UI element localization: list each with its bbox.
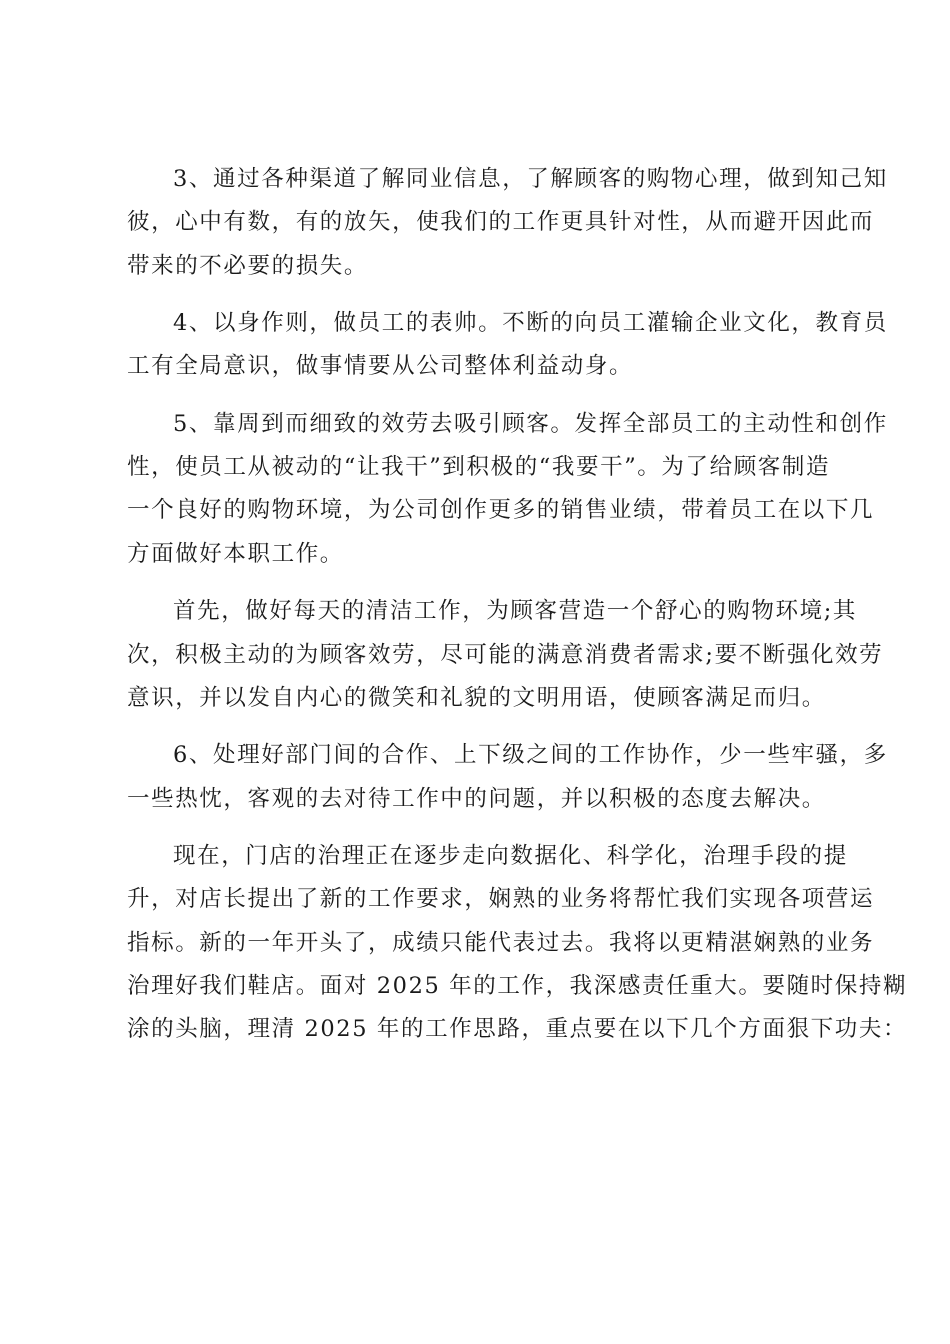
paragraph-line: 工有全局意识，做事情要从公司整体利益动身。: [127, 353, 634, 380]
paragraph: [127, 590, 884, 720]
paragraph-line: 一个良好的购物环境，为公司创作更多的销售业绩，带着员工在以下几: [127, 497, 875, 524]
paragraph-line: 6、处理好部门间的合作、上下级之间的工作协作，少一些牢骚，多: [173, 742, 888, 769]
paragraph-line: 意识，并以发自内心的微笑和礼貌的文明用语，使顾客满足而归。: [127, 684, 826, 711]
paragraph: [127, 403, 888, 576]
paragraph-line: 3、通过各种渠道了解同业信息，了解顾客的购物心理，做到知己知: [173, 166, 888, 192]
paragraph-line: 彼，心中有数，有的放矢，使我们的工作更具针对性，从而避开因此而: [127, 209, 875, 236]
paragraph-line: 现在，门店的治理正在逐步走向数据化、科学化，治理手段的提: [173, 843, 848, 870]
paragraph-line: 方面做好本职工作。: [127, 540, 344, 567]
paragraph-line: 4、以身作则，做员工的表帅。不断的向员工灌输企业文化，教育员: [173, 310, 888, 337]
paragraph-line: 首先，做好每天的清洁工作，为顾客营造一个舒心的购物环境;其: [173, 598, 857, 625]
paragraph: [127, 158, 888, 288]
paragraph: [127, 734, 888, 821]
paragraph-line: 治理好我们鞋店。面对 2025 年的工作，我深感责任重大。要随时保持糊: [127, 973, 908, 1000]
paragraph-line: 性，使员工从被动的“让我干”到积极的“我要干”。为了给顾客制造: [127, 454, 831, 481]
paragraph-line: 指标。新的一年开头了，成绩只能代表过去。我将以更精湛娴熟的业务: [127, 929, 875, 956]
paragraph-line: 带来的不必要的损失。: [127, 252, 369, 279]
paragraph-line: 涂的头脑，理清 2025 年的工作思路，重点要在以下几个方面狠下功夫：: [127, 1016, 908, 1043]
paragraph: [127, 302, 888, 389]
paragraph-line: 一些热忱，客观的去对待工作中的问题，并以积极的态度去解决。: [127, 785, 826, 812]
paragraph-line: 5、靠周到而细致的效劳去吸引顾客。发挥全部员工的主动性和创作: [173, 410, 888, 437]
paragraph-line: 升，对店长提出了新的工作要求，娴熟的业务将帮忙我们实现各项营运: [127, 886, 875, 913]
paragraph-line: 次，积极主动的为顾客效劳，尽可能的满意消费者需求;要不断强化效劳: [127, 641, 884, 668]
paragraph: [127, 835, 908, 1051]
